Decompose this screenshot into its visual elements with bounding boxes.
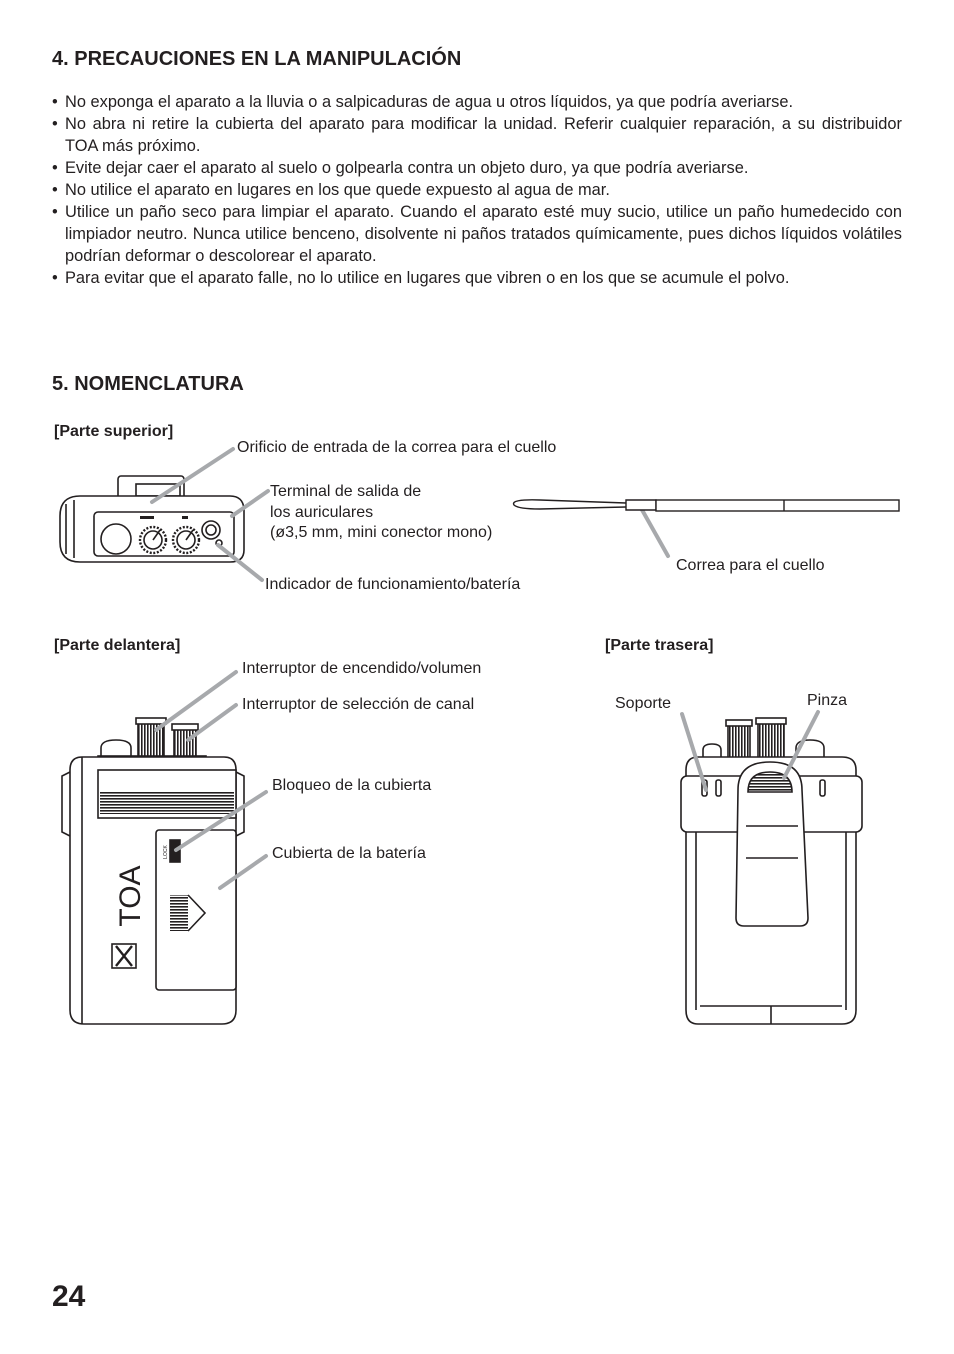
list-item: • Para evitar que el aparato falle, no lo utilice en lugares que vibren o en los que se acumule el polvo. bbox=[52, 267, 902, 289]
label-battery-cover: Cubierta de la batería bbox=[272, 845, 426, 862]
label-cover-lock: Bloqueo de la cubierta bbox=[272, 777, 432, 794]
label-earphone-line-2: los auriculares bbox=[270, 504, 374, 521]
top-view-device bbox=[60, 476, 244, 562]
lock-mark: LOCK bbox=[163, 845, 169, 859]
front-view-device bbox=[62, 718, 244, 1024]
section-4-title: 4. PRECAUCIONES EN LA MANIPULACIÓN bbox=[52, 48, 462, 70]
rear-view-device bbox=[681, 718, 862, 1024]
label-channel: Interruptor de selección de canal bbox=[242, 696, 475, 713]
list-item: • No abra ni retire la cubierta del aparato para modificar la unidad. Referir cualquier reparación, a su distribuidor TOA más próximo. bbox=[52, 113, 902, 157]
list-item: • No utilice el aparato en lugares en los que quede expuesto al agua de mar. bbox=[52, 179, 902, 201]
label-strap-hole: Orificio de entrada de la correa para el cuello bbox=[237, 439, 557, 456]
label-power-volume: Interruptor de encendido/volumen bbox=[242, 660, 482, 677]
list-item: • Utilice un paño seco para limpiar el aparato. Cuando el aparato esté muy sucio, utilice un paño humedecido con limpiador neutro. Nunca utilice benceno, disolvente ni paños tratados químicamente, pues dichos líquidos volátiles podrían deformar o descolorear el aparato. bbox=[52, 201, 902, 267]
list-item: • Evite dejar caer el aparato al suelo o golpearla contra un objeto duro, ya que podría averiarse. bbox=[52, 157, 902, 179]
front-view-heading: [Parte delantera] bbox=[54, 637, 181, 654]
label-clip: Pinza bbox=[807, 692, 848, 709]
toa-logo-text: TOA bbox=[114, 865, 147, 927]
top-view-heading: [Parte superior] bbox=[54, 423, 174, 440]
rear-view-heading: [Parte trasera] bbox=[605, 637, 714, 654]
label-earphone-line-1: Terminal de salida de bbox=[270, 483, 422, 500]
section-5-title: 5. NOMENCLATURA bbox=[52, 373, 244, 395]
label-holder: Soporte bbox=[615, 695, 672, 712]
list-item: • No exponga el aparato a la lluvia o a salpicaduras de agua u otros líquidos, ya que podría averiarse. bbox=[52, 91, 902, 113]
label-indicator: Indicador de funcionamiento/batería bbox=[265, 576, 521, 593]
label-neck-strap: Correa para el cuello bbox=[676, 557, 825, 574]
neck-strap bbox=[514, 500, 899, 511]
page-number: 24 bbox=[52, 1280, 86, 1313]
label-earphone-line-3: (ø3,5 mm, mini conector mono) bbox=[270, 524, 493, 541]
